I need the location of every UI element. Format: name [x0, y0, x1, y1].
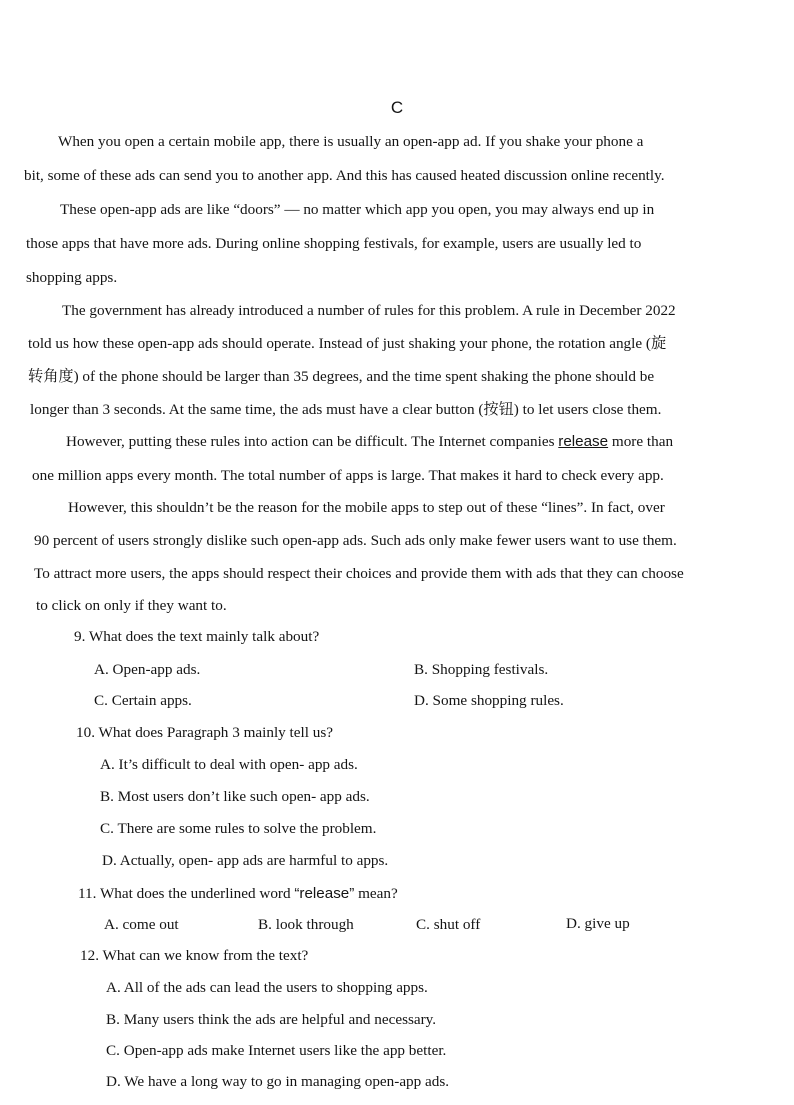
- passage-line: 90 percent of users strongly dislike such open-app ads. Such ads only make fewer users want to use them.: [34, 532, 677, 549]
- question-stem: 9. What does the text mainly talk about?: [74, 628, 320, 645]
- passage-line: told us how these open-app ads should operate. Instead of just shaking your phone, the rotation angle (旋: [28, 335, 667, 352]
- answer-option[interactable]: C. There are some rules to solve the problem.: [100, 820, 377, 837]
- question-text: mean?: [354, 885, 398, 902]
- answer-option[interactable]: B. Most users don’t like such open- app ads.: [100, 788, 370, 805]
- passage-line: to click on only if they want to.: [36, 597, 227, 614]
- question-stem: 12. What can we know from the text?: [80, 947, 309, 964]
- passage-line: 转角度) of the phone should be larger than 35 degrees, and the time spent shaking the phone should be: [28, 368, 655, 385]
- question-text: 11. What does the underlined word: [78, 885, 295, 902]
- answer-option[interactable]: D. We have a long way to go in managing open-app ads.: [106, 1073, 450, 1090]
- passage-line: longer than 3 seconds. At the same time, the ads must have a clear button (按钮) to let users close them.: [30, 401, 662, 418]
- section-title: C: [390, 98, 404, 117]
- answer-option[interactable]: B. Many users think the ads are helpful and necessary.: [106, 1011, 437, 1028]
- passage-line: [66, 432, 673, 452]
- passage-line: one million apps every month. The total number of apps is large. That makes it hard to check every app.: [32, 467, 664, 484]
- answer-option[interactable]: A. Open-app ads.: [94, 661, 201, 678]
- passage-line: These open-app ads are like “doors” — no matter which app you open, you may always end up in: [60, 201, 655, 218]
- passage-line: When you open a certain mobile app, there is usually an open-app ad. If you shake your phone a: [58, 133, 644, 150]
- passage-line: The government has already introduced a number of rules for this problem. A rule in December 2022: [62, 302, 676, 319]
- question-stem: 10. What does Paragraph 3 mainly tell us?: [76, 724, 334, 741]
- answer-option[interactable]: B. look through: [258, 916, 354, 933]
- answer-option[interactable]: D. Some shopping rules.: [414, 692, 564, 709]
- passage-text: more than: [608, 433, 674, 450]
- passage-line: However, this shouldn’t be the reason for the mobile apps to step out of these “lines”. In fact, over: [68, 499, 665, 516]
- answer-option[interactable]: D. Actually, open- app ads are harmful to apps.: [102, 852, 389, 869]
- passage-line: shopping apps.: [26, 269, 118, 286]
- answer-option[interactable]: A. come out: [104, 916, 179, 933]
- answer-option[interactable]: B. Shopping festivals.: [414, 661, 549, 678]
- answer-option[interactable]: A. All of the ads can lead the users to shopping apps.: [106, 979, 428, 996]
- question-stem: [78, 884, 398, 904]
- answer-option[interactable]: D. give up: [566, 915, 630, 932]
- passage-line: those apps that have more ads. During online shopping festivals, for example, users are usually led to: [26, 235, 642, 252]
- answer-option[interactable]: C. Open-app ads make Internet users like the app better.: [106, 1042, 447, 1059]
- answer-option[interactable]: C. Certain apps.: [94, 692, 192, 709]
- answer-option[interactable]: C. shut off: [416, 916, 481, 933]
- passage-line: bit, some of these ads can send you to another app. And this has caused heated discussion online recently.: [24, 167, 665, 184]
- underlined-word: release: [558, 433, 609, 450]
- answer-option[interactable]: A. It’s difficult to deal with open- app ads.: [100, 756, 358, 773]
- passage-line: To attract more users, the apps should respect their choices and provide them with ads that they can choose: [34, 565, 684, 582]
- passage-text: However, putting these rules into action can be difficult. The Internet companies: [66, 433, 559, 450]
- quoted-word: “release”: [294, 885, 355, 902]
